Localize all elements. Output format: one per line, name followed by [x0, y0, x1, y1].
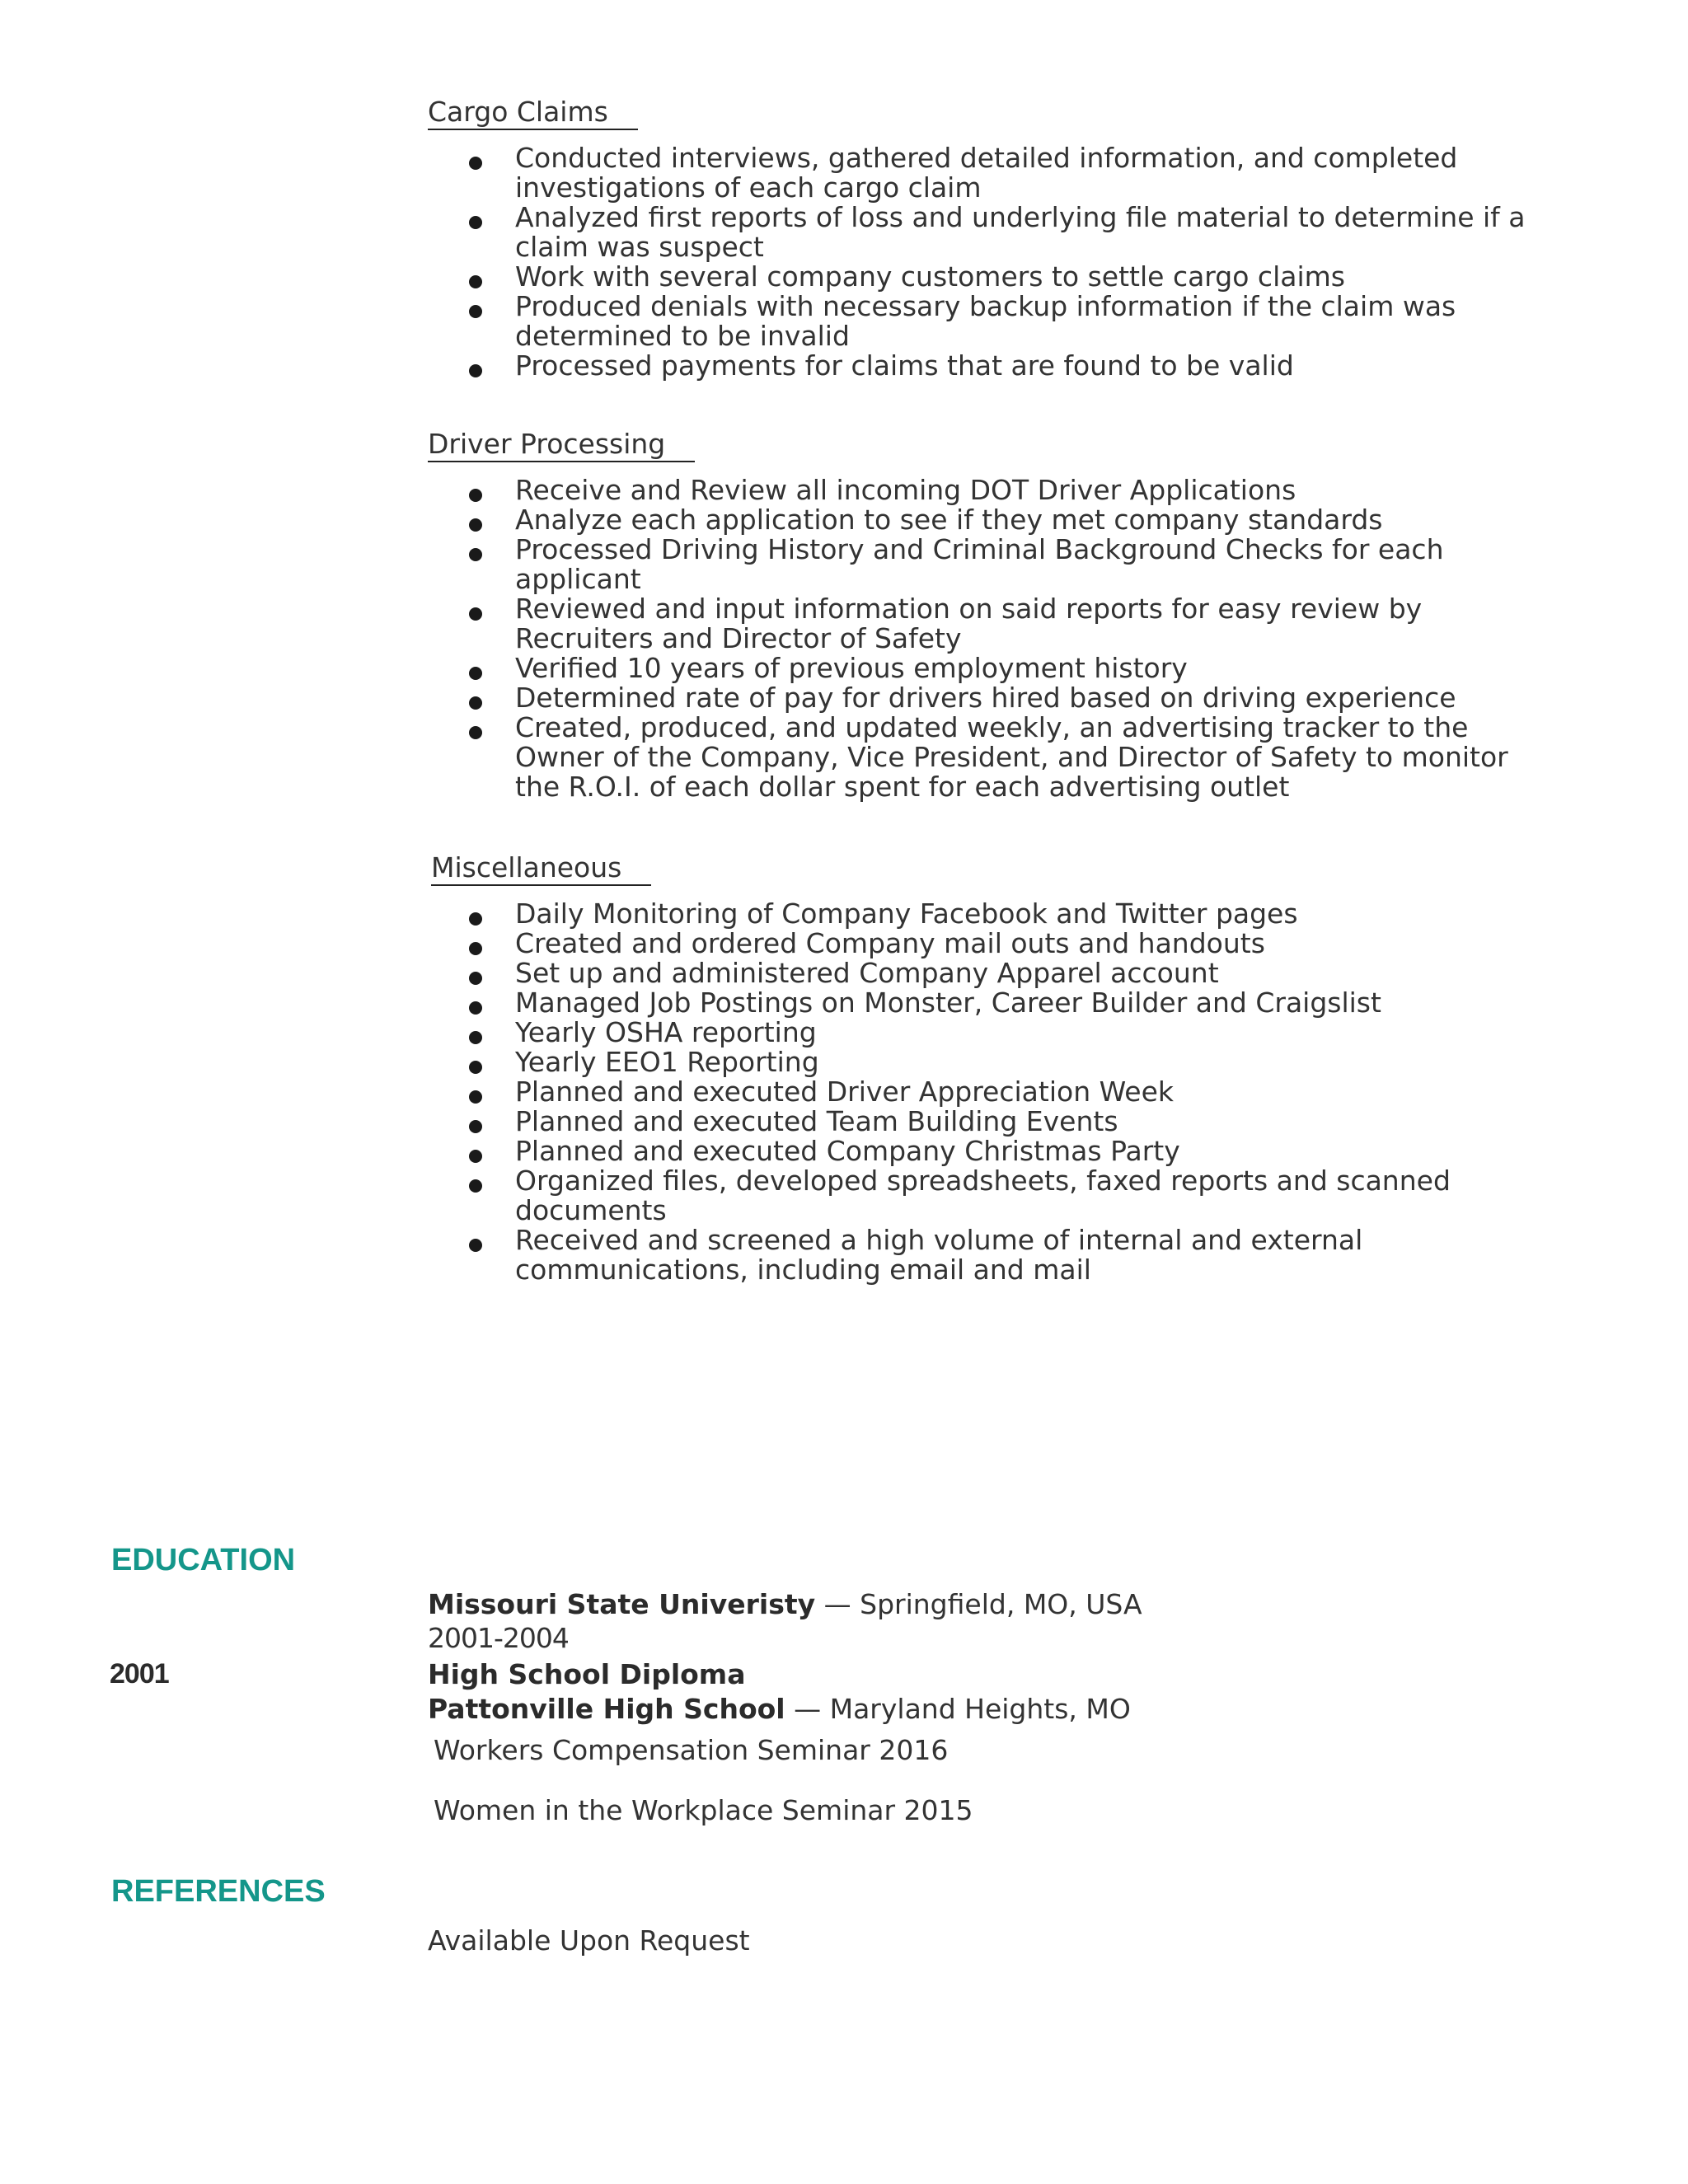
bullet-icon [469, 1001, 482, 1015]
bullet-item [428, 988, 1568, 1018]
bullet-icon [469, 667, 482, 680]
school1-years: 2001-2004 [428, 1622, 569, 1654]
bullet-item [428, 535, 1565, 594]
bullet-text-line: Planned and executed Team Building Events [515, 1105, 1118, 1137]
bullet-icon [469, 1179, 482, 1193]
miscellaneous-heading: Miscellaneous [431, 851, 651, 886]
bullet-text-line: documents [515, 1194, 667, 1226]
driver-processing-heading: Driver Processing [428, 428, 695, 462]
bullet-text-line: Work with several company customers to settle cargo claims [515, 260, 1345, 293]
school1-name: Missouri State Univeristy [428, 1588, 816, 1620]
bullet-text-line: Analyzed first reports of loss and underlying file material to determine if a [515, 201, 1526, 233]
education-heading: EDUCATION [111, 1543, 296, 1577]
bullet-icon [469, 305, 482, 318]
bullet-text-line: Planned and executed Company Christmas Party [515, 1135, 1180, 1167]
bullet-item [428, 1107, 1568, 1137]
bullet-item [428, 929, 1568, 958]
bullet-icon [469, 518, 482, 532]
bullet-icon [469, 489, 482, 502]
bullet-item [428, 1018, 1568, 1047]
bullet-text-line: Determined rate of pay for drivers hired based on driving experience [515, 682, 1456, 714]
bullet-text-line: Created and ordered Company mail outs and handouts [515, 927, 1265, 959]
bullet-text-line: Processed payments for claims that are found to be valid [515, 349, 1294, 382]
references-text: Available Upon Request [428, 1924, 750, 1957]
separator: — [823, 1588, 851, 1620]
bullet-item [428, 958, 1568, 988]
bullet-text-line: Planned and executed Driver Appreciation Week [515, 1076, 1175, 1108]
bullet-icon [469, 548, 482, 561]
bullet-icon [469, 1120, 482, 1133]
miscellaneous-list [428, 899, 1568, 1285]
cargo-claims-section [428, 96, 1565, 381]
education-school2 [428, 1693, 1131, 1725]
bullet-icon [469, 912, 482, 926]
school1-location: Springfield, MO, USA [860, 1588, 1142, 1620]
bullet-icon [469, 1239, 482, 1252]
bullet-icon [469, 607, 482, 621]
bullet-text-line: claim was suspect [515, 231, 764, 263]
bullet-text-line: Analyze each application to see if they met company standards [515, 504, 1383, 536]
school2-name: Pattonville High School [428, 1693, 785, 1725]
bullet-text-line: Received and screened a high volume of internal and external [515, 1224, 1363, 1256]
bullet-item [428, 351, 1565, 381]
seminar2: Women in the Workplace Seminar 2015 [434, 1794, 973, 1826]
bullet-text-line: Managed Job Postings on Monster, Career Builder and Craigslist [515, 987, 1381, 1019]
bullet-icon [469, 157, 482, 170]
bullet-text-line: Daily Monitoring of Company Facebook and Twitter pages [515, 898, 1298, 930]
bullet-item [428, 713, 1565, 802]
bullet-item [428, 203, 1565, 262]
bullet-text-line: Conducted interviews, gathered detailed information, and completed [515, 142, 1458, 174]
bullet-item [428, 1226, 1568, 1285]
bullet-text-line: Yearly EEO1 Reporting [515, 1046, 819, 1078]
bullet-icon [469, 1150, 482, 1163]
bullet-item [428, 594, 1565, 654]
cargo-claims-list [428, 143, 1565, 381]
bullet-icon [469, 275, 482, 288]
bullet-text-line: Reviewed and input information on said reports for easy review by [515, 593, 1423, 625]
bullet-item [428, 899, 1568, 929]
bullet-text-line: Recruiters and Director of Safety [515, 622, 962, 654]
bullet-icon [469, 1090, 482, 1104]
bullet-text-line: Yearly OSHA reporting [515, 1016, 817, 1048]
bullet-icon [469, 1061, 482, 1074]
bullet-icon [469, 726, 482, 739]
bullet-icon [469, 216, 482, 229]
education-year: 2001 [110, 1658, 169, 1690]
education-school1 [428, 1588, 1142, 1620]
bullet-text-line: Produced denials with necessary backup information if the claim was [515, 290, 1456, 322]
bullet-item [428, 1077, 1568, 1107]
references-heading: REFERENCES [111, 1874, 326, 1909]
bullet-text-line: Verified 10 years of previous employment history [515, 652, 1188, 684]
bullet-item [428, 654, 1565, 683]
bullet-icon [469, 696, 482, 710]
bullet-icon [469, 1031, 482, 1044]
school2-location: Maryland Heights, MO [829, 1693, 1131, 1725]
bullet-text-line: Owner of the Company, Vice President, and Director of Safety to monitor [515, 741, 1508, 773]
bullet-text-line: communications, including email and mail [515, 1254, 1091, 1286]
bullet-item [428, 1047, 1568, 1077]
driver-processing-section [428, 428, 1565, 802]
bullet-text-line: Created, produced, and updated weekly, an advertising tracker to the [515, 711, 1469, 743]
bullet-item [428, 683, 1565, 713]
bullet-item [428, 1137, 1568, 1166]
bullet-item [428, 292, 1565, 351]
bullet-icon [469, 942, 482, 955]
degree2: High School Diploma [428, 1658, 746, 1690]
bullet-text-line: Receive and Review all incoming DOT Driver Applications [515, 474, 1296, 506]
bullet-text-line: applicant [515, 563, 641, 595]
driver-processing-list [428, 476, 1565, 802]
bullet-text-line: investigations of each cargo claim [515, 171, 982, 204]
bullet-item [428, 143, 1565, 203]
bullet-text-line: Set up and administered Company Apparel account [515, 957, 1219, 989]
bullet-text-line: Processed Driving History and Criminal Background Checks for each [515, 533, 1444, 565]
bullet-text-line: Organized files, developed spreadsheets, faxed reports and scanned [515, 1165, 1451, 1197]
bullet-item [428, 505, 1565, 535]
cargo-claims-heading: Cargo Claims [428, 96, 638, 130]
bullet-item [428, 1166, 1568, 1226]
bullet-icon [469, 364, 482, 377]
bullet-item [428, 476, 1565, 505]
separator: — [794, 1693, 822, 1725]
miscellaneous-section [431, 851, 1568, 1285]
bullet-text-line: determined to be invalid [515, 320, 850, 352]
bullet-icon [469, 972, 482, 985]
bullet-text-line: the R.O.I. of each dollar spent for each advertising outlet [515, 771, 1290, 803]
bullet-item [428, 262, 1565, 292]
seminar1: Workers Compensation Seminar 2016 [434, 1734, 949, 1766]
